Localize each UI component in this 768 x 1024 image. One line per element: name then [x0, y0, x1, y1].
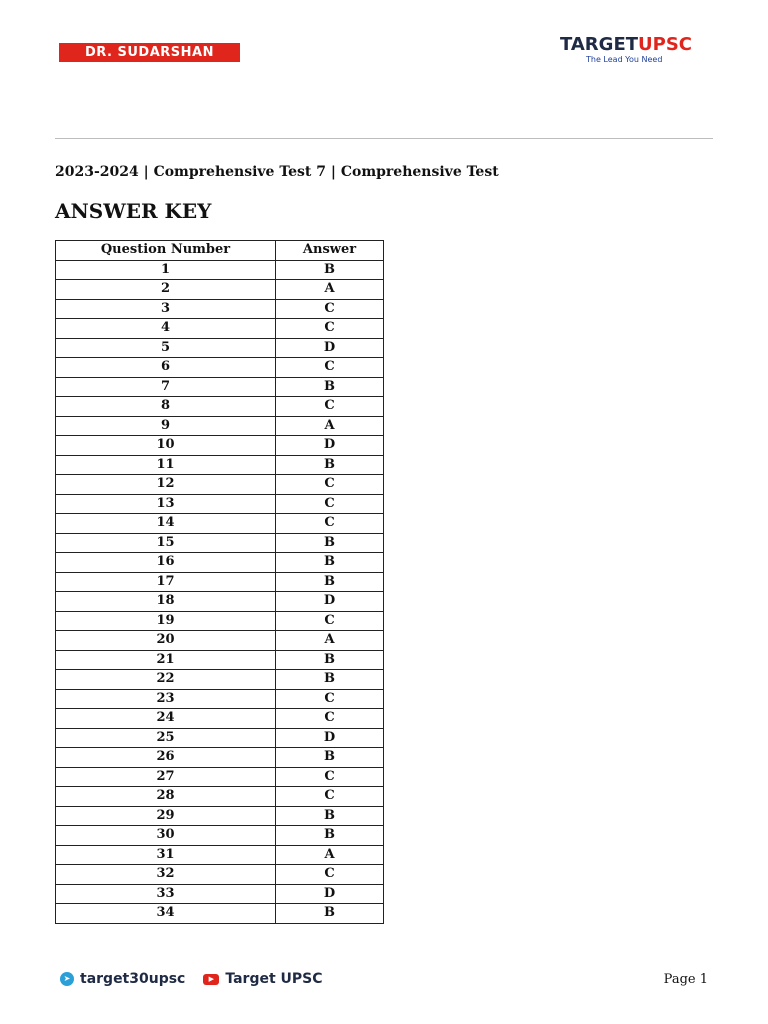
- table-row: [56, 338, 384, 358]
- table-row: [56, 397, 384, 417]
- table-row: [56, 358, 384, 378]
- answer-cell: B: [276, 533, 384, 553]
- table-row: [56, 436, 384, 456]
- question-number-cell: 27: [56, 767, 276, 787]
- column-header-answer: Answer: [276, 241, 384, 261]
- table-row: [56, 260, 384, 280]
- table-row: [56, 533, 384, 553]
- question-number-cell: 33: [56, 884, 276, 904]
- answer-cell: A: [276, 631, 384, 651]
- brand-tagline: The Lead You Need: [586, 55, 663, 64]
- answer-key-table: [55, 240, 384, 924]
- table-row: [56, 884, 384, 904]
- question-number-cell: 32: [56, 865, 276, 885]
- answer-cell: B: [276, 748, 384, 768]
- question-number-cell: 19: [56, 611, 276, 631]
- question-number-cell: 30: [56, 826, 276, 846]
- telegram-link[interactable]: target30upsc: [80, 971, 186, 987]
- question-number-cell: 5: [56, 338, 276, 358]
- question-number-cell: 34: [56, 904, 276, 924]
- question-number-cell: 3: [56, 299, 276, 319]
- table-row: [56, 709, 384, 729]
- question-number-cell: 12: [56, 475, 276, 495]
- table-row: [56, 865, 384, 885]
- table-row: [56, 299, 384, 319]
- brand-word-upsc: UPSC: [638, 34, 693, 55]
- table-row: [56, 904, 384, 924]
- answer-cell: D: [276, 436, 384, 456]
- answer-cell: C: [276, 865, 384, 885]
- table-row: [56, 806, 384, 826]
- answer-cell: C: [276, 358, 384, 378]
- table-row: [56, 670, 384, 690]
- table-row: [56, 377, 384, 397]
- answer-cell: B: [276, 904, 384, 924]
- answer-cell: B: [276, 650, 384, 670]
- question-number-cell: 18: [56, 592, 276, 612]
- table-row: [56, 553, 384, 573]
- answer-cell: D: [276, 338, 384, 358]
- answer-cell: B: [276, 455, 384, 475]
- question-number-cell: 9: [56, 416, 276, 436]
- question-number-cell: 17: [56, 572, 276, 592]
- table-row: [56, 845, 384, 865]
- telegram-icon[interactable]: ➤: [60, 972, 74, 986]
- answer-cell: B: [276, 826, 384, 846]
- answer-cell: A: [276, 416, 384, 436]
- question-number-cell: 6: [56, 358, 276, 378]
- question-number-cell: 14: [56, 514, 276, 534]
- brand-logo-sudarshan-lodha: DR. SUDARSHAN LODHA: [59, 43, 240, 62]
- footer-links: [60, 971, 323, 987]
- table-row: [56, 631, 384, 651]
- answer-cell: B: [276, 377, 384, 397]
- table-row: [56, 494, 384, 514]
- answer-cell: B: [276, 670, 384, 690]
- table-row: [56, 689, 384, 709]
- question-number-cell: 29: [56, 806, 276, 826]
- answer-cell: D: [276, 592, 384, 612]
- table-row: [56, 319, 384, 339]
- table-row: [56, 728, 384, 748]
- answer-cell: C: [276, 787, 384, 807]
- table-row: [56, 475, 384, 495]
- table-row: [56, 650, 384, 670]
- answer-cell: A: [276, 280, 384, 300]
- table-row: [56, 748, 384, 768]
- question-number-cell: 20: [56, 631, 276, 651]
- answer-cell: D: [276, 728, 384, 748]
- table-row: [56, 787, 384, 807]
- brand-logo-target-upsc: [560, 35, 720, 69]
- question-number-cell: 26: [56, 748, 276, 768]
- answer-cell: B: [276, 572, 384, 592]
- question-number-cell: 10: [56, 436, 276, 456]
- question-number-cell: 24: [56, 709, 276, 729]
- youtube-icon[interactable]: ▶: [203, 974, 219, 985]
- question-number-cell: 1: [56, 260, 276, 280]
- answer-cell: B: [276, 806, 384, 826]
- question-number-cell: 11: [56, 455, 276, 475]
- answer-cell: C: [276, 514, 384, 534]
- table-row: [56, 280, 384, 300]
- question-number-cell: 25: [56, 728, 276, 748]
- question-number-cell: 16: [56, 553, 276, 573]
- table-row: [56, 592, 384, 612]
- question-number-cell: 28: [56, 787, 276, 807]
- question-number-cell: 7: [56, 377, 276, 397]
- question-number-cell: 8: [56, 397, 276, 417]
- answer-cell: C: [276, 475, 384, 495]
- answer-cell: C: [276, 767, 384, 787]
- question-number-cell: 22: [56, 670, 276, 690]
- answer-cell: C: [276, 319, 384, 339]
- table-header-row: [56, 241, 384, 261]
- answer-cell: D: [276, 884, 384, 904]
- answer-cell: C: [276, 397, 384, 417]
- table-row: [56, 572, 384, 592]
- table-row: [56, 611, 384, 631]
- header-divider: [55, 138, 713, 139]
- page-title: ANSWER KEY: [55, 199, 212, 223]
- question-number-cell: 13: [56, 494, 276, 514]
- table-row: [56, 455, 384, 475]
- table-row: [56, 514, 384, 534]
- test-subtitle: 2023-2024 | Comprehensive Test 7 | Comprehensive Test: [55, 164, 499, 180]
- question-number-cell: 15: [56, 533, 276, 553]
- table-row: [56, 767, 384, 787]
- question-number-cell: 4: [56, 319, 276, 339]
- question-number-cell: 21: [56, 650, 276, 670]
- answer-cell: C: [276, 299, 384, 319]
- answer-cell: A: [276, 845, 384, 865]
- page-number: Page 1: [663, 972, 708, 987]
- table-row: [56, 826, 384, 846]
- table-row: [56, 416, 384, 436]
- answer-cell: C: [276, 611, 384, 631]
- youtube-link[interactable]: Target UPSC: [225, 971, 323, 987]
- column-header-question: Question Number: [56, 241, 276, 261]
- answer-cell: C: [276, 689, 384, 709]
- answer-cell: C: [276, 494, 384, 514]
- question-number-cell: 2: [56, 280, 276, 300]
- question-number-cell: 23: [56, 689, 276, 709]
- answer-cell: B: [276, 260, 384, 280]
- question-number-cell: 31: [56, 845, 276, 865]
- answer-cell: C: [276, 709, 384, 729]
- brand-word-target: TARGET: [560, 34, 639, 55]
- answer-cell: B: [276, 553, 384, 573]
